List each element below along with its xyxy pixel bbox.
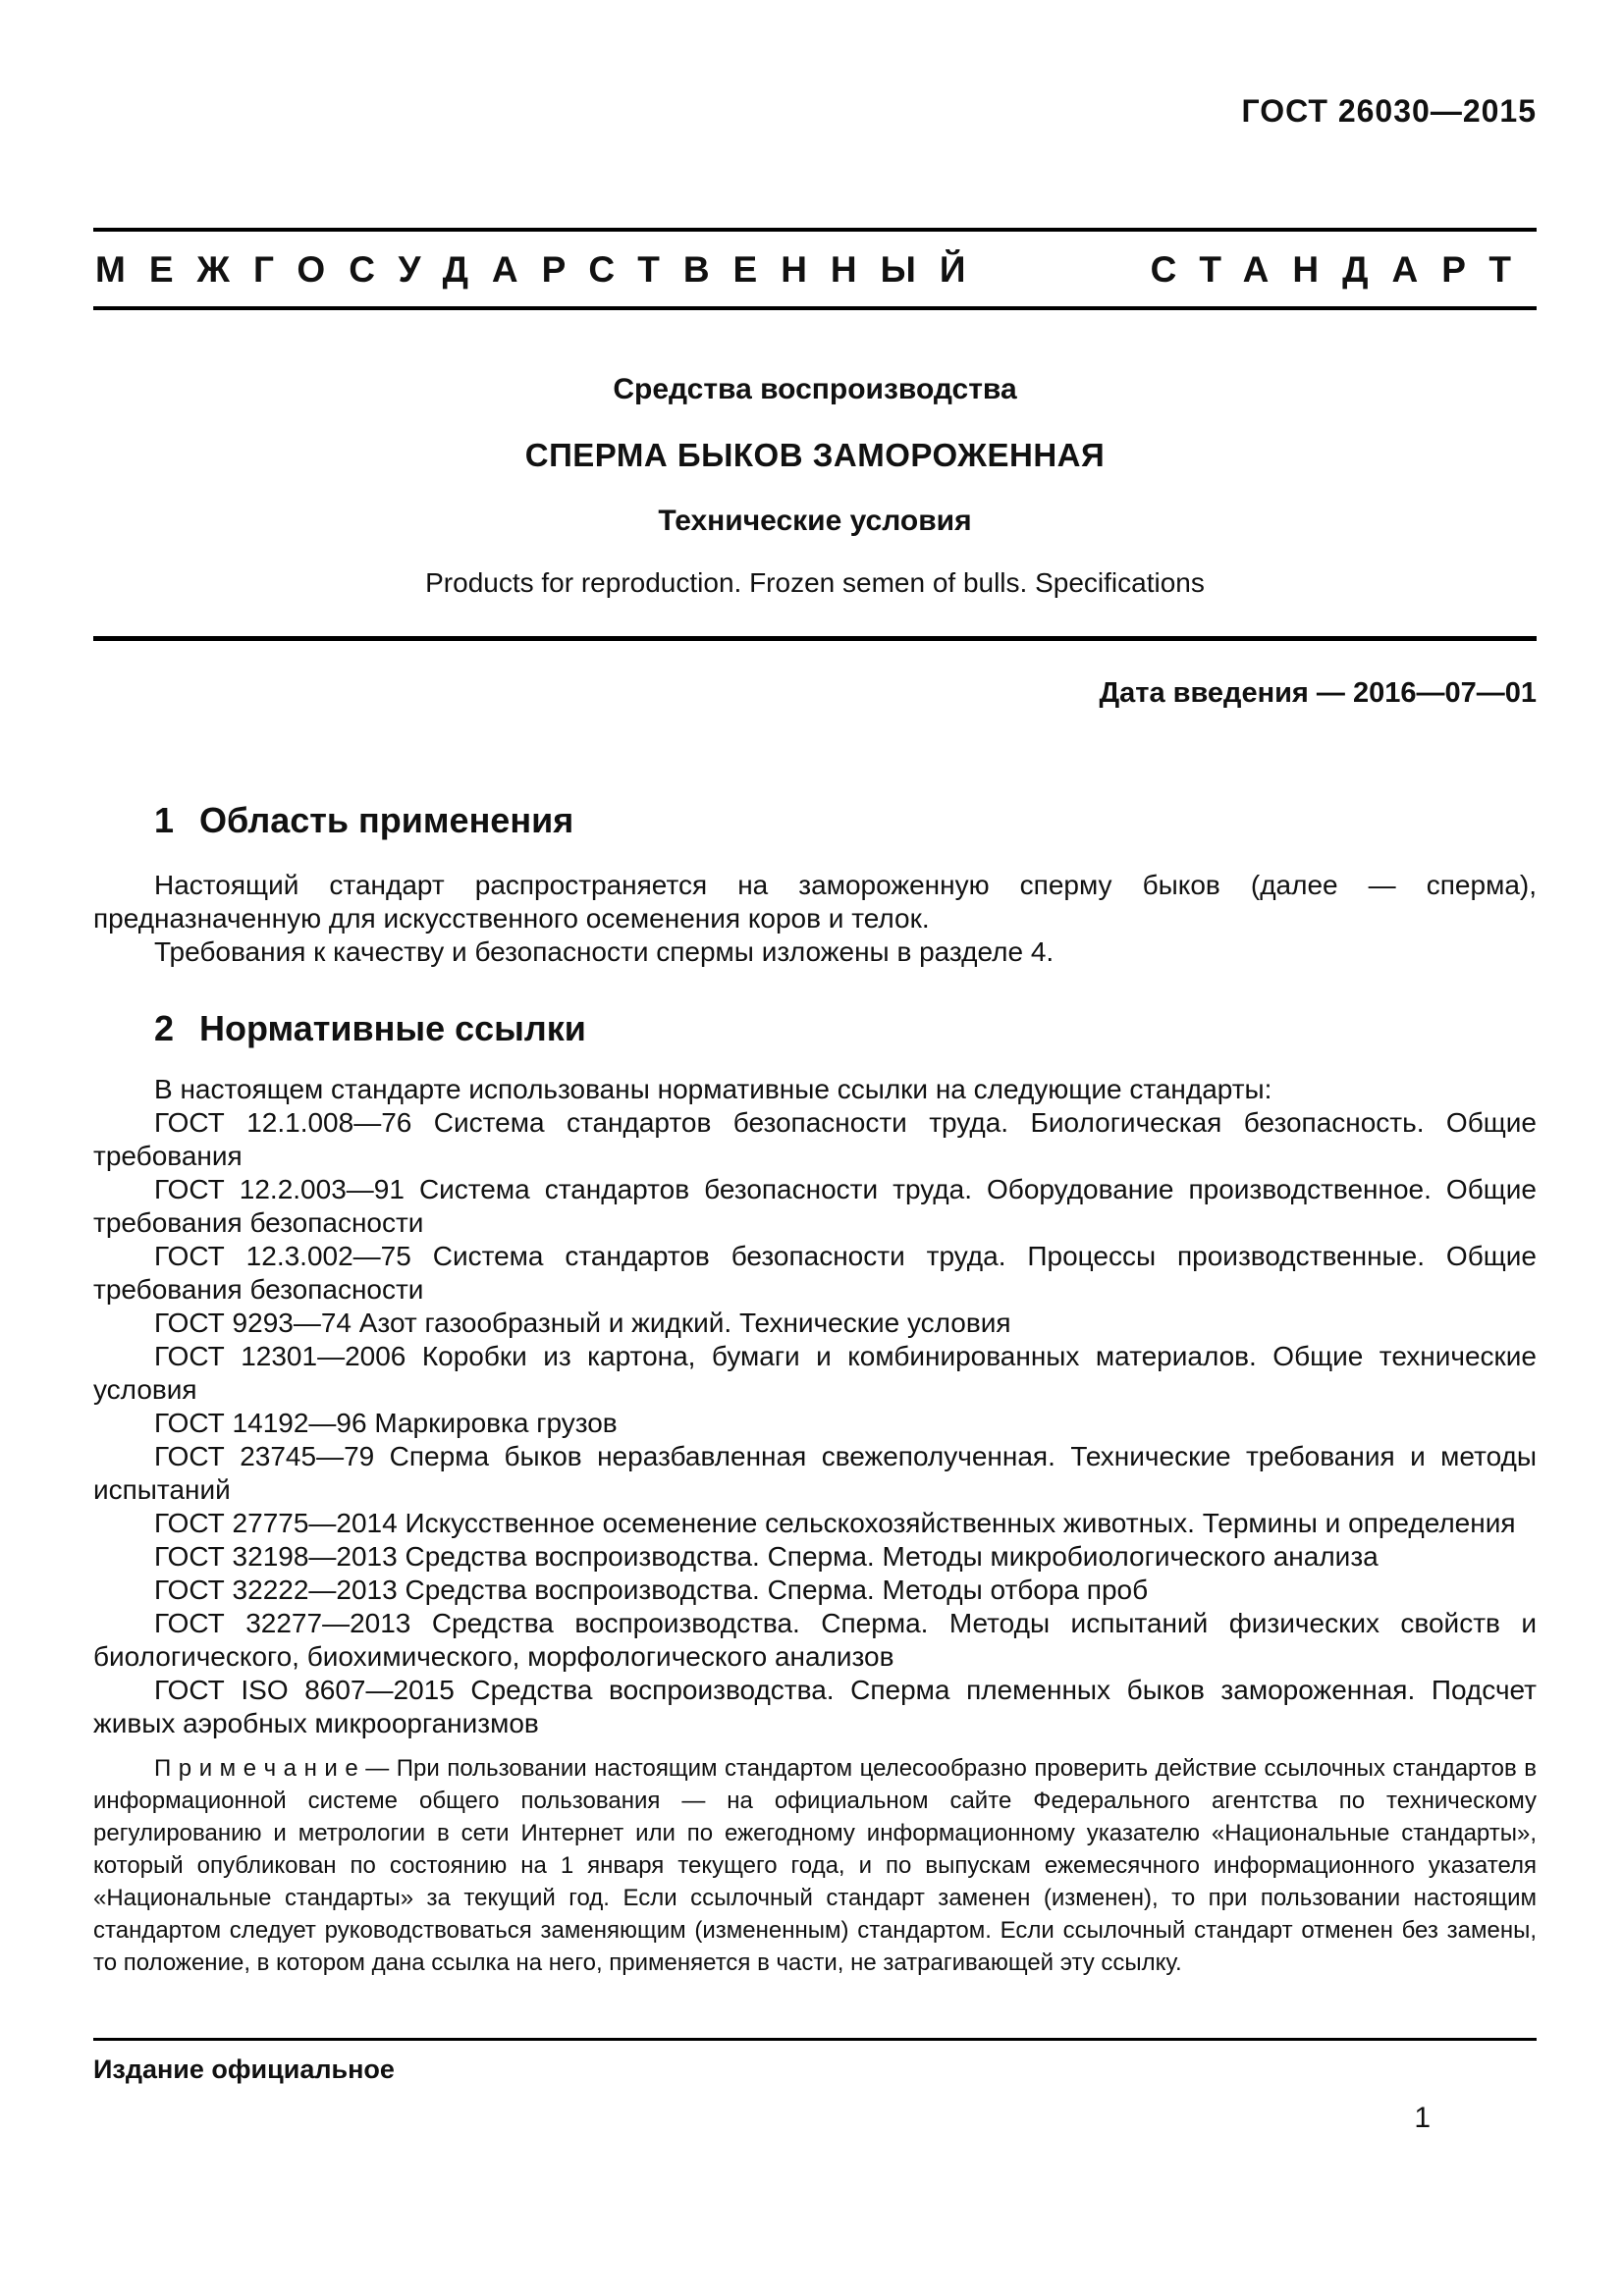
effective-date: Дата введения — 2016—07—01 bbox=[1099, 677, 1537, 709]
normative-reference: ГОСТ 23745—79 Сперма быков неразбавленная свежеполученная. Технические требования и методы испытаний bbox=[93, 1441, 1537, 1505]
standard-banner bbox=[93, 228, 1537, 310]
normative-reference: ГОСТ 32277—2013 Средства воспроизводства. Сперма. Методы испытаний физических свойств и биологического, биохимического, морфологического анализов bbox=[93, 1608, 1537, 1672]
standard-banner-text: МЕЖГОСУДАРСТВЕННЫЙ СТАНДАРТ bbox=[95, 249, 1535, 290]
section-1-number: 1 bbox=[154, 800, 175, 840]
section-2-number: 2 bbox=[154, 1008, 175, 1048]
paragraph: Требования к качеству и безопасности спермы изложены в разделе 4. bbox=[154, 936, 1055, 967]
normative-reference: ГОСТ 12.2.003—91 Система стандартов безопасности труда. Оборудование производственное. Общие требования безопасности bbox=[93, 1174, 1537, 1238]
doc-code: ГОСТ 26030—2015 bbox=[1241, 93, 1537, 129]
title-block bbox=[93, 373, 1537, 599]
normative-reference: ГОСТ 9293—74 Азот газообразный и жидкий. Технические условия bbox=[154, 1308, 1011, 1338]
normative-reference: ГОСТ 32198—2013 Средства воспроизводства. Сперма. Методы микробиологического анализа bbox=[154, 1541, 1379, 1572]
paragraph: В настоящем стандарте использованы нормативные ссылки на следующие стандарты: bbox=[154, 1074, 1272, 1104]
footer bbox=[93, 2038, 1537, 2120]
title-main: СПЕРМА БЫКОВ ЗАМОРОЖЕННАЯ bbox=[524, 437, 1106, 473]
normative-reference: ГОСТ 32222—2013 Средства воспроизводства. Сперма. Методы отбора проб bbox=[154, 1575, 1149, 1605]
section-1-title: Область применения bbox=[199, 800, 574, 840]
title-divider bbox=[93, 636, 1537, 641]
paragraph: Настоящий стандарт распространяется на замороженную сперму быков (далее — сперма), предназначенную для искусственного осеменения коров и телок. bbox=[93, 870, 1537, 934]
normative-reference: ГОСТ ISO 8607—2015 Средства воспроизводства. Сперма племенных быков замороженная. Подсчет живых аэробных микроорганизмов bbox=[93, 1675, 1537, 1738]
normative-reference: ГОСТ 12.1.008—76 Система стандартов безопасности труда. Биологическая безопасность. Общие требования bbox=[93, 1107, 1537, 1171]
title-doc-type: Технические условия bbox=[658, 505, 972, 537]
note-paragraph: П р и м е ч а н и е — При пользовании настоящим стандартом целесообразно проверить действие ссылочных стандартов в информационной системе общего пользования — на официальном сайте Федерального агентства по техническому регулированию и метрологии в сети Интернет или по ежегодному информационному указателю «Национальные стандарты», который опубликован по состоянию на 1 января текущего года, и по выпускам ежемесячного информационного указателя «Национальные стандарты» за текущий год. Если ссылочный стандарт заменен (изменен), то при пользовании настоящим стандартом следует руководствоваться заменяющим (измененным) стандартом. Если ссылочный стандарт отменен без замены, то положение, в котором дана ссылка на него, применяется в части, не затрагивающей эту ссылку. bbox=[93, 1755, 1537, 1976]
normative-reference: ГОСТ 14192—96 Маркировка грузов bbox=[154, 1408, 618, 1438]
title-english: Products for reproduction. Frozen semen of bulls. Specifications bbox=[425, 567, 1205, 598]
page-number: 1 bbox=[1414, 2102, 1431, 2134]
edition-note: Издание официальное bbox=[93, 2055, 395, 2084]
normative-reference: ГОСТ 27775—2014 Искусственное осеменение сельскохозяйственных животных. Термины и определения bbox=[154, 1508, 1516, 1538]
title-category: Средства воспроизводства bbox=[613, 373, 1017, 405]
normative-reference: ГОСТ 12301—2006 Коробки из картона, бумаги и комбинированных материалов. Общие технические условия bbox=[93, 1341, 1537, 1405]
section-1-heading bbox=[154, 800, 1537, 841]
section-2-heading bbox=[154, 1008, 1537, 1049]
section-2-title: Нормативные ссылки bbox=[199, 1008, 586, 1048]
normative-reference: ГОСТ 12.3.002—75 Система стандартов безопасности труда. Процессы производственные. Общие требования безопасности bbox=[93, 1241, 1537, 1305]
